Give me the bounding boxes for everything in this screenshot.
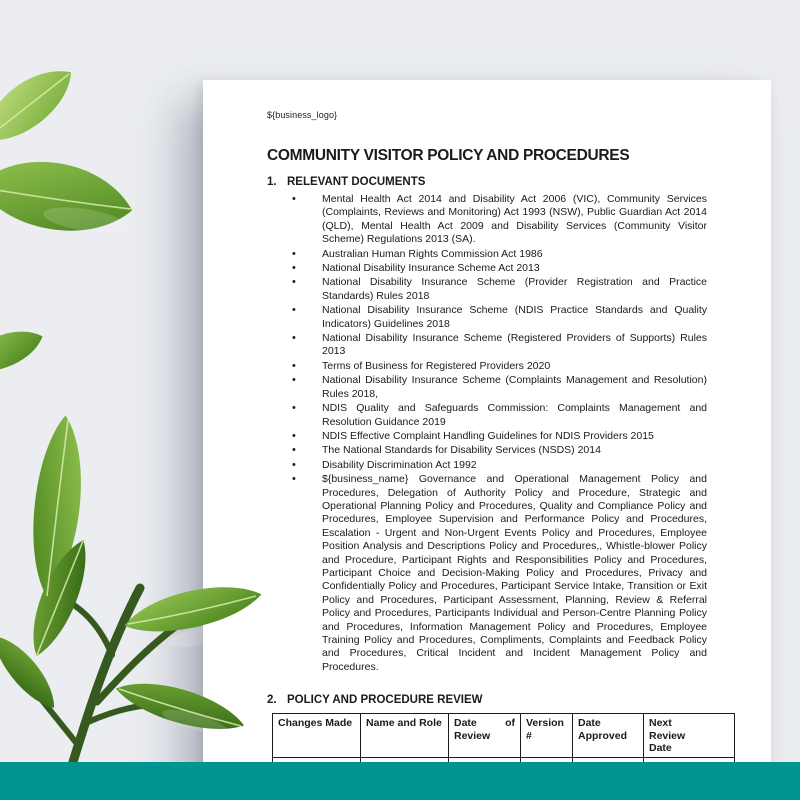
section-heading [267,176,733,189]
table-header-cell: Date Approved [573,714,644,758]
document-content [203,80,771,800]
list-item: • NDIS Quality and Safeguards Commission: Complaints Management and Resolution Guidance 2019 [267,402,707,429]
table-header-row [273,714,735,758]
section-number: 2. [267,694,277,707]
table-header-cell: Changes Made [273,714,361,758]
list-item: • The National Standards for Disability Services (NSDS) 2014 [267,444,707,457]
table-header-cell: Name and Role [361,714,449,758]
list-item: • Terms of Business for Registered Providers 2020 [267,360,707,373]
table-header-cell: Version # [521,714,573,758]
relevant-documents-list [267,193,707,674]
section-heading-label: RELEVANT DOCUMENTS [287,176,426,188]
table-header-cell: Next Review Date [644,714,735,758]
list-item: • Disability Discrimination Act 1992 [267,459,707,472]
section-relevant-documents [267,176,733,674]
list-item: • National Disability Insurance Scheme (NDIS Practice Standards and Quality Indicators) Guidelines 2018 [267,304,707,331]
list-item: • Mental Health Act 2014 and Disability Act 2006 (VIC), Community Services (Complaints, Reviews and Monitoring) Act 1993 (NSW), Public Guardian Act 2014 (QLD), Mental Health Act 2009 and Disability Services (Community Visitor Scheme) Regulations 2013 (SA). [267,193,707,247]
section-heading [267,694,733,707]
section-heading-label: POLICY AND PROCEDURE REVIEW [287,694,483,707]
list-item: • National Disability Insurance Scheme Act 2013 [267,262,707,275]
list-item: • National Disability Insurance Scheme (Provider Registration and Practice Standards) Rules 2018 [267,276,707,303]
list-item: • ${business_name} Governance and Operational Management Policy and Procedures, Delegation of Authority Policy and Procedure, Strategic and Operational Planning Policy and Procedures, Quality and Compliance Policy and Procedures, Employee Supervision and Performance Policy and Procedures, Escalation - Urgent and Non-Urgent Events Policy and Procedures, Employee Position Analysis and Descriptions Policy and Procedures,, Whistle-blower Policy and Procedure, Participant Rights and Responsibilities Policy and Procedures, Participant Choice and Decision-Making Policy and Procedures, Privacy and Confidentially Policy and Procedures, Participant Service Intake, Transition or Exit Policy and Procedures, Participant Assessment, Planning, Review & Referral Policy and Procedures, Participants Individual and Person-Centre Planning Policy and Procedures, Information Management Policy and Procedures, Employee Training Policy and Procedures, Compliments, Complaints and Feedback Policy and Procedures, Critical Incident and Incident Management Policy and Procedures. [267,473,707,674]
table-header-cell: Date of Review [449,714,521,758]
list-item: • NDIS Effective Complaint Handling Guidelines for NDIS Providers 2015 [267,430,707,443]
page-title: COMMUNITY VISITOR POLICY AND PROCEDURES [267,147,630,164]
accent-bar [0,762,800,800]
section-number: 1. [267,176,277,188]
document-page [203,80,771,800]
list-item: • National Disability Insurance Scheme (Registered Providers of Supports) Rules 2013 [267,332,707,359]
business-logo-placeholder: ${business_logo} [267,110,338,120]
list-item: • National Disability Insurance Scheme (Complaints Management and Resolution) Rules 2018, [267,374,707,401]
list-item: • Australian Human Rights Commission Act 1986 [267,248,707,261]
